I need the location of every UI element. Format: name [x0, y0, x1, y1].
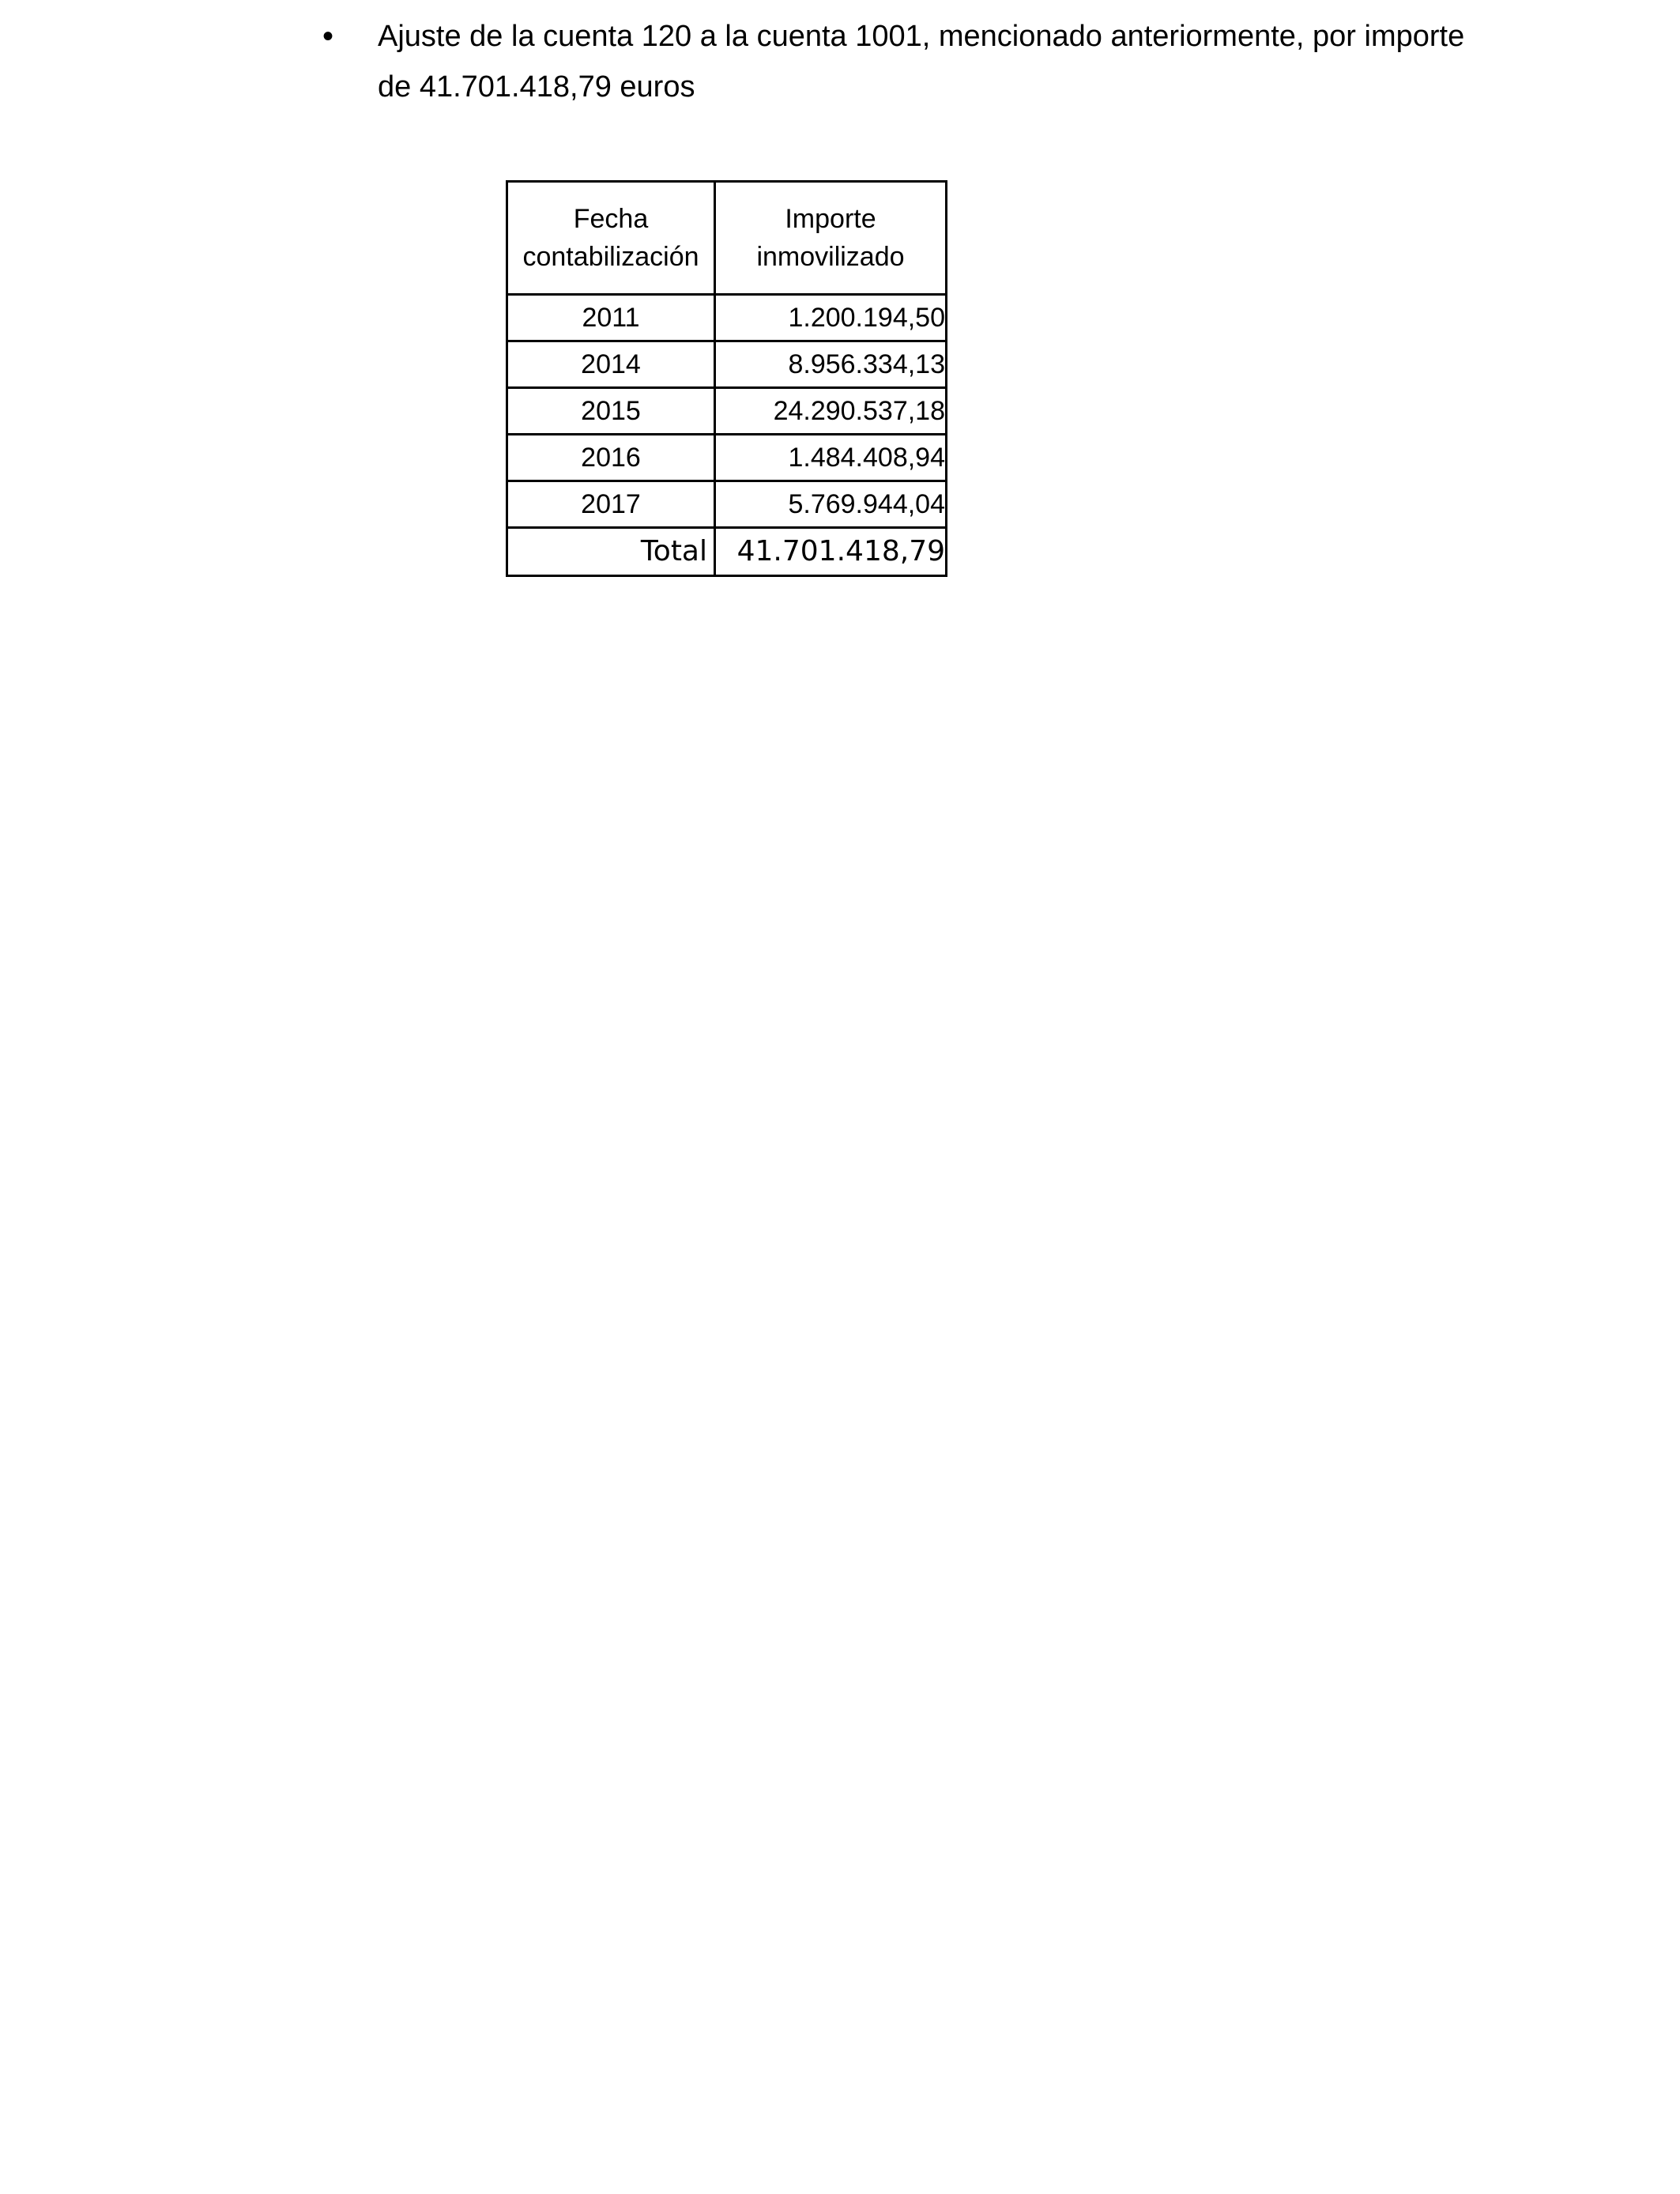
header-date-line-1: Fecha: [573, 204, 649, 234]
bullet-text: [378, 11, 1500, 112]
bullet-text-line-1: Ajuste de la cuenta 120 a la cuenta 1001, mencionado anteriormente, por importe: [378, 20, 1465, 53]
row-amount: 8.956.334,13: [715, 341, 947, 388]
header-fecha-contabilizacion: [507, 182, 715, 295]
row-amount: 24.290.537,18: [715, 388, 947, 435]
row-year: 2016: [507, 435, 715, 481]
amounts-table: [506, 180, 947, 577]
header-importe-inmovilizado: [715, 182, 947, 295]
table-row: [507, 481, 947, 528]
amounts-table-container: [506, 180, 947, 577]
row-year: 2014: [507, 341, 715, 388]
bullet-text-line-2: de 41.701.418,79 euros: [378, 70, 695, 104]
table-row: [507, 435, 947, 481]
bullet-paragraph: [322, 11, 1524, 112]
table-row: [507, 388, 947, 435]
header-amount-line-2: inmovilizado: [756, 242, 905, 272]
row-year: 2017: [507, 481, 715, 528]
total-label: Total: [507, 528, 715, 576]
total-amount: 41.701.418,79: [715, 528, 947, 576]
row-amount: 1.484.408,94: [715, 435, 947, 481]
table-row: [507, 295, 947, 341]
table-row: [507, 341, 947, 388]
header-amount-line-1: Importe: [785, 204, 876, 234]
row-amount: 5.769.944,04: [715, 481, 947, 528]
table-header-row: [507, 182, 947, 295]
table-total-row: [507, 528, 947, 576]
row-year: 2011: [507, 295, 715, 341]
row-amount: 1.200.194,50: [715, 295, 947, 341]
bullet-icon: •: [322, 19, 334, 54]
header-date-line-2: contabilización: [522, 242, 699, 272]
row-year: 2015: [507, 388, 715, 435]
